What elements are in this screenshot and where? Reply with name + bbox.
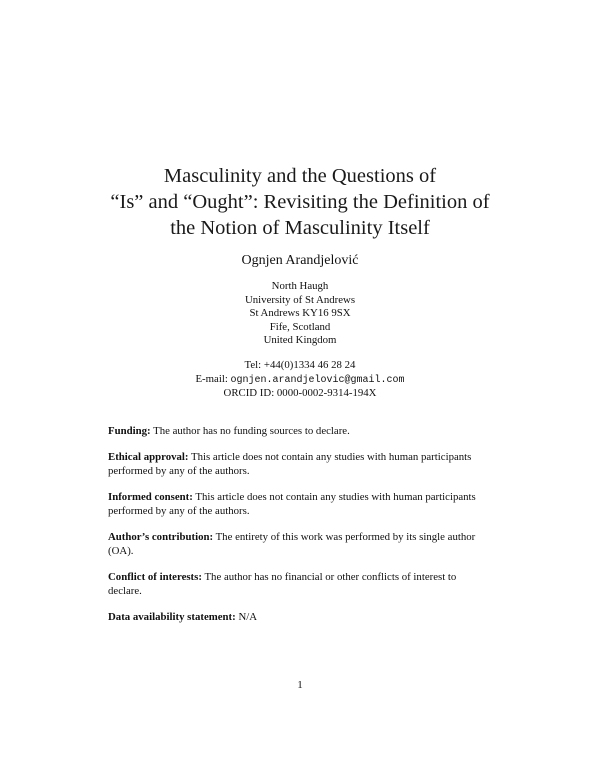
declaration-text: The author has no funding sources to declare. [150,425,350,437]
affiliation-line: Fife, Scotland [269,320,331,333]
author-name: Ognjen Arandjelović [241,253,359,268]
affiliation-line: United Kingdom [263,334,337,347]
declaration-label: Conflict of interests: [108,571,202,583]
declaration-label: Funding: [108,425,151,437]
declaration-funding [108,424,492,438]
declaration-text: This article does not contain any studies with human participants performed by any of the authors. [108,491,476,517]
title-line-1: Masculinity and the Questions of [163,165,437,187]
declaration-label: Data availability statement: [108,611,236,623]
email-label: E-mail: [195,372,231,385]
declaration-label: Informed consent: [108,491,193,503]
page-number: 1 [297,679,303,691]
declaration-text: The author has no financial or other conflicts of interest to declare. [108,571,457,597]
affiliation-line: University of St Andrews [244,293,356,306]
email-line [100,373,500,388]
declaration-label: Author’s contribution: [108,531,214,543]
email-link[interactable]: ognjen.arandjelovic@gmail.com [230,374,405,386]
declaration-conflict-of-interests [108,570,492,598]
title-line-2: “Is” and “Ought”: Revisiting the Definition of [110,191,490,213]
affiliation [100,280,500,348]
declaration-text: N/A [235,611,258,623]
contact-info [100,359,500,401]
declaration-author-contribution [108,530,492,558]
declaration-data-availability [108,610,492,624]
declaration-ethical-approval [108,450,492,478]
affiliation-line: North Haugh [271,280,329,292]
declaration-label: Ethical approval: [108,451,189,463]
paper-title [60,163,540,241]
declaration-text: This article does not contain any studies with human participants performed by any of the authors. [108,451,472,477]
declaration-informed-consent [108,490,492,518]
orcid: ORCID ID: 0000-0002-9314-194X [223,387,377,400]
title-line-3: the Notion of Masculinity Itself [170,217,430,239]
telephone: Tel: +44(0)1334 46 28 24 [244,359,356,371]
affiliation-line: St Andrews KY16 9SX [249,307,351,320]
declaration-text: The entirety of this work was performed by its single author (OA). [108,531,476,557]
